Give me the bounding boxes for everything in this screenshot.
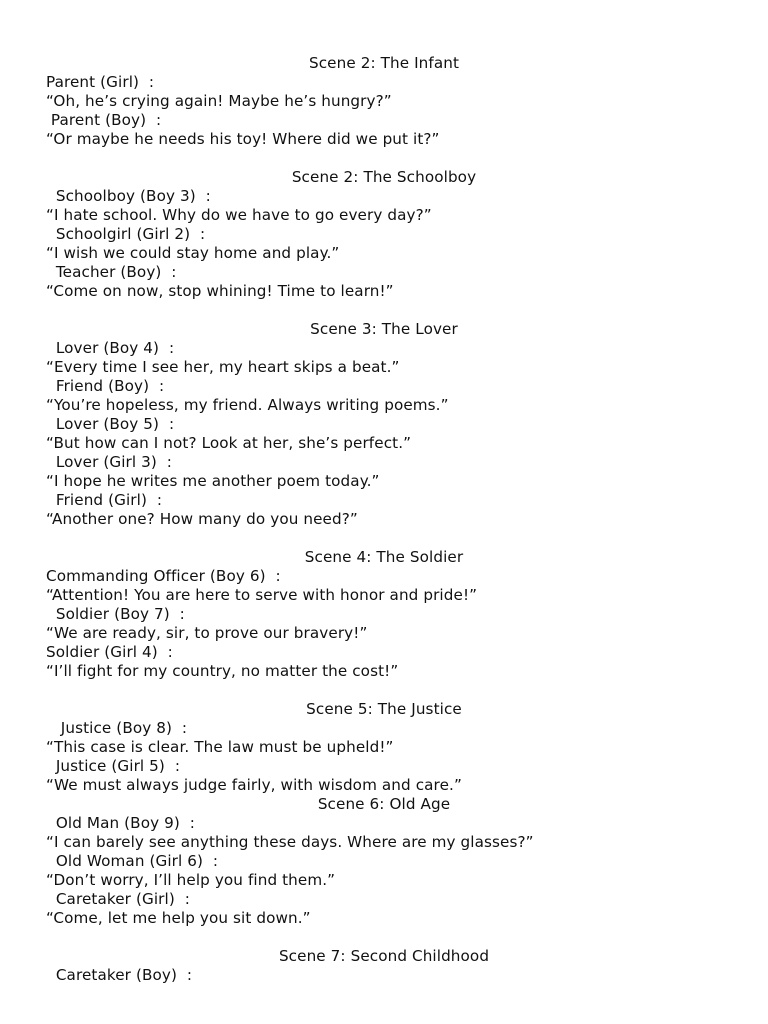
speaker-label: Lover (Girl 3) : <box>46 453 173 471</box>
dialogue-line: “Oh, he’s crying again! Maybe he’s hungry?” <box>46 92 392 110</box>
dialogue-line: “Come, let me help you sit down.” <box>46 909 311 927</box>
speaker-label: Friend (Girl) : <box>46 491 163 509</box>
speaker-label: Soldier (Girl 4) : <box>46 643 173 661</box>
dialogue-line: “We must always judge fairly, with wisdom and care.” <box>46 776 462 794</box>
scene-heading: Scene 5: The Justice <box>306 700 462 718</box>
speaker-label: Schoolboy (Boy 3) : <box>46 187 211 205</box>
speaker-label: Commanding Officer (Boy 6) : <box>46 567 281 585</box>
dialogue-line: “You’re hopeless, my friend. Always writing poems.” <box>46 396 449 414</box>
scene-heading: Scene 4: The Soldier <box>304 548 464 566</box>
speaker-label: Lover (Boy 5) : <box>46 415 175 433</box>
dialogue-line: “Come on now, stop whining! Time to learn!” <box>46 282 394 300</box>
speaker-label: Caretaker (Girl) : <box>46 890 190 908</box>
speaker-label: Lover (Boy 4) : <box>46 339 175 357</box>
speaker-label: Soldier (Boy 7) : <box>46 605 185 623</box>
scene-heading: Scene 2: The Infant <box>308 54 460 72</box>
dialogue-line: “Every time I see her, my heart skips a beat.” <box>46 358 400 376</box>
speaker-label: Friend (Boy) : <box>46 377 165 395</box>
dialogue-line: “This case is clear. The law must be upheld!” <box>46 738 394 756</box>
dialogue-line: “But how can I not? Look at her, she’s perfect.” <box>46 434 412 452</box>
dialogue-line: “Or maybe he needs his toy! Where did we put it?” <box>46 130 440 148</box>
dialogue-line: “Don’t worry, I’ll help you find them.” <box>46 871 336 889</box>
dialogue-line: “I hope he writes me another poem today.” <box>46 472 380 490</box>
speaker-label: Parent (Boy) : <box>46 111 162 129</box>
dialogue-line: “I’ll fight for my country, no matter the cost!” <box>46 662 399 680</box>
speaker-label: Teacher (Boy) : <box>46 263 177 281</box>
dialogue-line: “I can barely see anything these days. Where are my glasses?” <box>46 833 534 851</box>
scene-heading: Scene 3: The Lover <box>310 320 458 338</box>
dialogue-line: “Another one? How many do you need?” <box>46 510 358 528</box>
dialogue-line: “We are ready, sir, to prove our bravery!” <box>46 624 368 642</box>
scene-heading: Scene 6: Old Age <box>317 795 451 813</box>
speaker-label: Parent (Girl) : <box>46 73 155 91</box>
scene-heading: Scene 2: The Schoolboy <box>291 168 477 186</box>
speaker-label: Justice (Girl 5) : <box>46 757 181 775</box>
speaker-label: Old Man (Boy 9) : <box>46 814 195 832</box>
speaker-label: Old Woman (Girl 6) : <box>46 852 219 870</box>
scene-heading: Scene 7: Second Childhood <box>278 947 490 965</box>
speaker-label: Justice (Boy 8) : <box>46 719 188 737</box>
dialogue-line: “I hate school. Why do we have to go every day?” <box>46 206 432 224</box>
speaker-label: Schoolgirl (Girl 2) : <box>46 225 206 243</box>
speaker-label: Caretaker (Boy) : <box>46 966 193 984</box>
dialogue-line: “Attention! You are here to serve with honor and pride!” <box>46 586 478 604</box>
dialogue-line: “I wish we could stay home and play.” <box>46 244 340 262</box>
